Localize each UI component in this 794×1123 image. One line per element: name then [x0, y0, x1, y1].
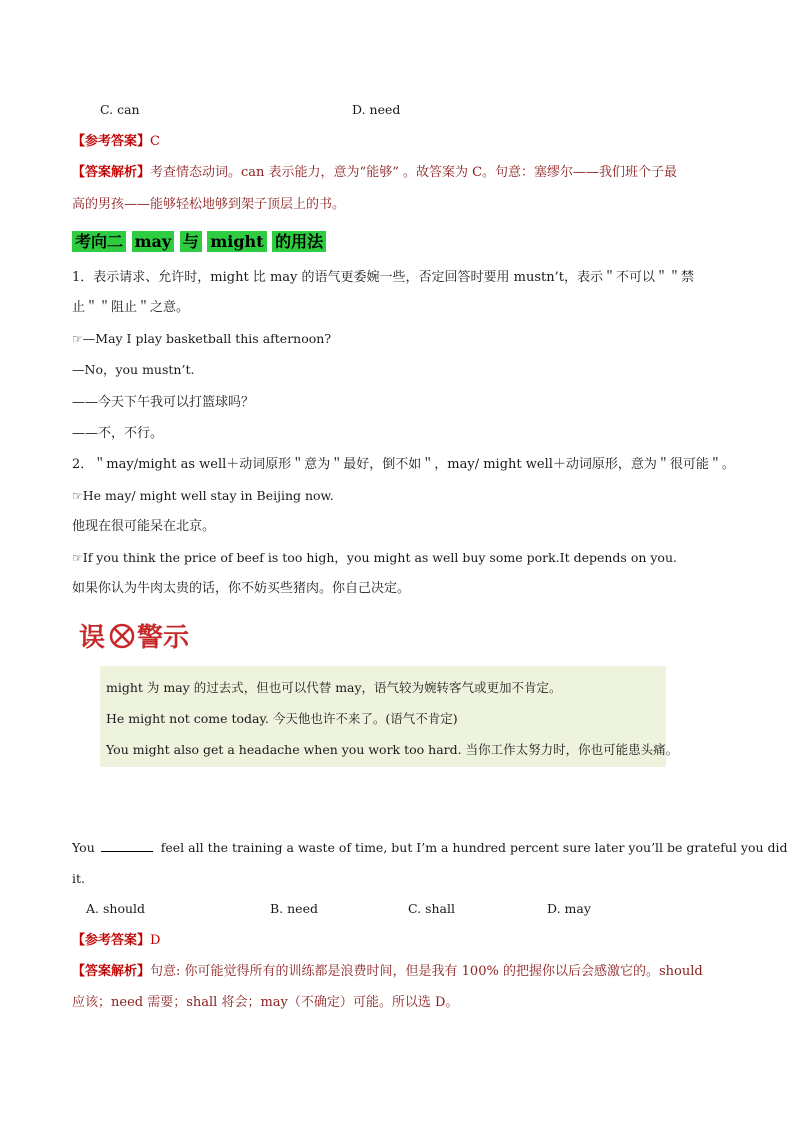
warning-logo-icon — [77, 618, 197, 654]
answer-tag: 【参考答案】 — [72, 933, 151, 948]
analysis2-text-2: 应该；need 需要；shall 将会；may（不确定）可能。所以选 D。 — [72, 995, 459, 1010]
example1-q-cn: ——今天下午我可以打篮球吗？ — [72, 395, 255, 410]
answer-value: D — [150, 933, 161, 948]
pointing-hand-icon: ☞ — [72, 489, 83, 503]
example1-a-cn: ——不，不行。 — [72, 426, 164, 441]
option-d: D. need — [352, 102, 401, 117]
example1-question — [72, 330, 331, 348]
answer-line-2 — [72, 932, 160, 950]
question-part-1: You — [72, 840, 95, 855]
example3-en — [72, 549, 677, 567]
note-line-1: might 为 may 的过去式，但也可以代替 may，语气较为婉转客气或更加不肯定。 — [106, 680, 562, 695]
point1-line1: 1．表示请求、允许时，might 比 may 的语气更委婉一些，否定回答时要用 mustn’t，表示＂不可以＂＂禁 — [72, 270, 694, 285]
example2-text: He may/ might well stay in Beijing now. — [82, 488, 334, 503]
analysis-tag: 【答案解析】 — [72, 165, 151, 180]
answer-line-1 — [72, 133, 160, 151]
option-c: C. can — [100, 102, 140, 117]
example3-text: If you think the price of beef is too high，you might as well buy some pork.It depends on you. — [82, 550, 677, 565]
answer-value: C — [150, 134, 160, 149]
analysis-tag: 【答案解析】 — [72, 964, 151, 979]
analysis-line-1 — [72, 164, 677, 182]
example1-q-en: —May I play basketball this afternoon? — [82, 331, 332, 346]
example2-en — [72, 487, 334, 505]
answer-tag: 【参考答案】 — [72, 134, 151, 149]
svg-text:误: 误 — [79, 623, 106, 653]
answer-blank — [101, 839, 153, 852]
example2-cn: 他现在很可能呆在北京。 — [72, 519, 216, 534]
note-line-3: You might also get a headache when you work too hard. 当你工作太努力时，你也可能患头痛。 — [106, 742, 679, 757]
pointing-hand-icon: ☞ — [72, 332, 83, 346]
question-part-2: feel all the training a waste of time, but I’m a hundred percent sure later you’ll be grateful you did — [160, 840, 788, 855]
analysis2-text-1: 句意: 你可能觉得所有的训练都是浪费时间，但是我有 100% 的把握你以后会感激它的。should — [150, 964, 703, 979]
heading-might: might — [207, 231, 266, 252]
analysis-text-1: 考查情态动词。can 表示能力，意为“能够” 。故答案为 C。句意：塞缪尔——我们班个子最 — [150, 165, 678, 180]
question-line-2: it. — [72, 871, 85, 886]
option-d: D. may — [547, 901, 591, 916]
example1-answer: —No，you mustn’t. — [72, 362, 195, 377]
analysis2-line-1 — [72, 963, 703, 981]
heading-prefix: 考向二 — [72, 231, 126, 252]
option-b: B. need — [270, 901, 318, 916]
section-heading — [72, 229, 326, 253]
point1-line2: 止＂＂阻止＂之意。 — [72, 300, 190, 315]
pointing-hand-icon: ☞ — [72, 551, 83, 565]
example3-cn: 如果你认为牛肉太贵的话，你不妨买些猪肉。你自己决定。 — [72, 581, 411, 596]
point2-line1: 2．＂may/might as well＋动词原形＂意为＂最好，倒不如＂，may/ might well＋动词原形，意为＂很可能＂。 — [72, 457, 735, 472]
note-box — [100, 666, 679, 767]
svg-text:警示: 警示 — [137, 623, 190, 653]
option-a: A. should — [86, 901, 146, 916]
option-c: C. shall — [408, 901, 455, 916]
heading-may: may — [132, 231, 175, 252]
heading-suffix: 的用法 — [272, 231, 326, 252]
analysis-text-2: 高的男孩——能够轻松地够到架子顶层上的书。 — [72, 197, 346, 212]
note-line-2: He might not come today. 今天他也许不来了。(语气不肯定) — [106, 711, 458, 726]
heading-mid: 与 — [180, 231, 202, 252]
question-line-1 — [72, 839, 788, 857]
